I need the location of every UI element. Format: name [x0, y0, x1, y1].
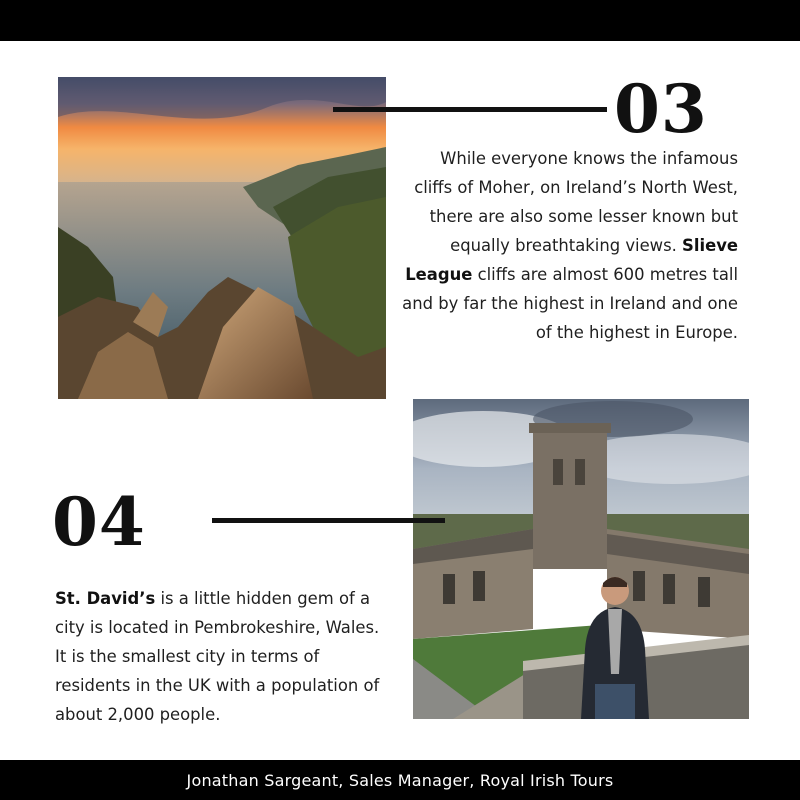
section-03-number: 03 [614, 70, 708, 148]
section-03-rule [333, 107, 607, 112]
footer-credit: Jonathan Sargeant, Sales Manager, Royal Irish Tours [186, 770, 614, 790]
section-04-highlight: St. David’s [55, 589, 156, 608]
section-04-number: 04 [52, 483, 146, 561]
slieve-league-cliffs-photo [58, 77, 386, 399]
section-03-text-before: While everyone knows the infamous cliffs of Moher, on Ireland’s North West, there are also some lesser known but equally breathtaking views. [414, 149, 738, 255]
section-03-text-after: cliffs are almost 600 metres tall and by far the highest in Ireland and one of the highest in Europe. [402, 265, 738, 342]
top-bar [0, 0, 800, 41]
footer-bar [0, 760, 800, 800]
st-davids-cathedral-photo [413, 399, 749, 719]
section-03-text [398, 144, 738, 347]
section-03-highlight: Slieve League [405, 236, 738, 284]
section-04-rule [212, 518, 445, 523]
section-04-text-after: is a little hidden gem of a city is located in Pembrokeshire, Wales. It is the smallest city in terms of residents in the UK with a population of about 2,000 people. [55, 589, 380, 724]
section-04-text [55, 584, 385, 729]
